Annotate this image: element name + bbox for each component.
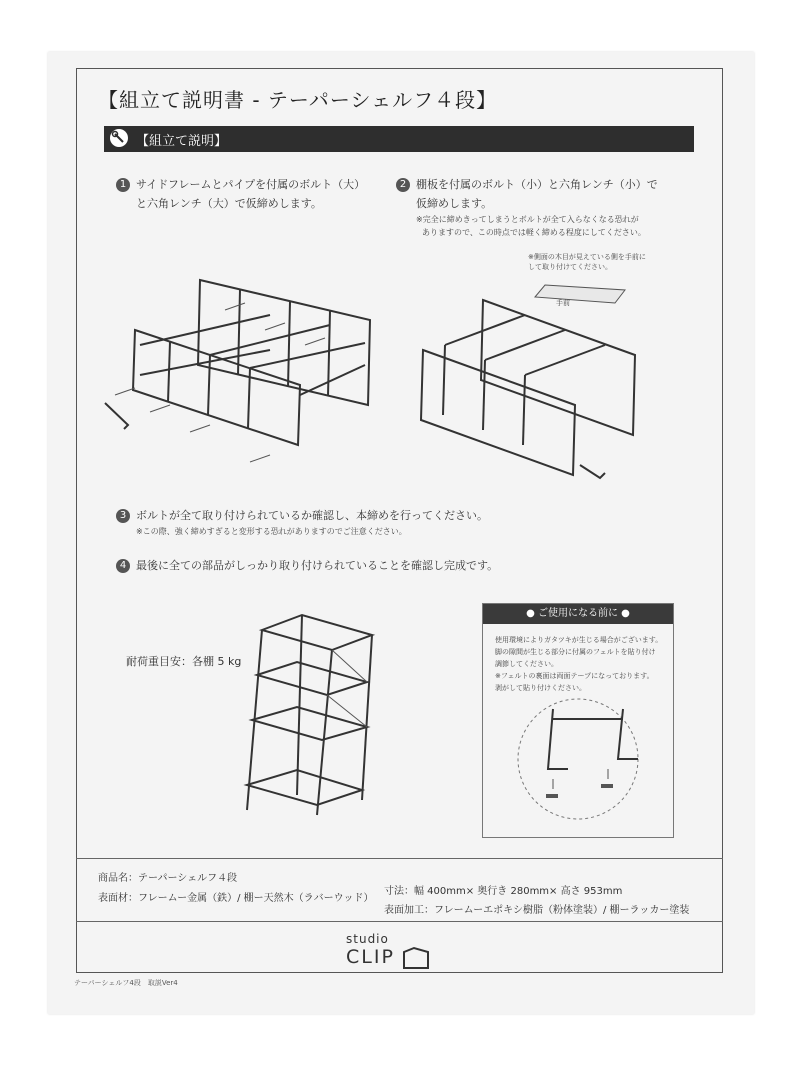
notice-line: 調節してください。 — [495, 660, 558, 668]
section-label: 【組立て説明】 — [136, 134, 228, 149]
front-label: 手前 — [556, 299, 570, 307]
step-note: ※この際、強く締めすぎると変形する恐れがありますのでご注意ください。 — [136, 527, 407, 536]
diagram-note-line: して取り付けてください。 — [528, 263, 612, 271]
section-header — [104, 126, 694, 152]
load-capacity: 耐荷重目安：各棚 5 kg — [126, 655, 242, 668]
notice-box — [482, 603, 674, 838]
logo-studio: studio — [346, 932, 389, 946]
logo-divider — [76, 921, 723, 922]
finished-shelf-diagram — [242, 610, 392, 820]
product-name: 商品名：テーパーシェルフ４段 — [98, 873, 238, 884]
dimensions: 寸法：幅 400mm× 奥行き 280mm× 高さ 953mm — [384, 886, 623, 897]
step-text: 棚板を付属のボルト（小）と六角レンチ（小）で — [416, 178, 658, 191]
diagram-note-line: ※側面の木目が見えている側を手前に — [528, 253, 646, 261]
step-number: 2 — [396, 178, 410, 192]
notice-header: ● ご使用になる前に ● — [483, 604, 673, 624]
wrench-icon — [110, 129, 128, 147]
step-text: 仮締めします。 — [416, 197, 493, 210]
assembly-diagram-frames — [100, 275, 400, 475]
step-note: ※完全に締めきってしまうとボルトが全て入らなくなる恐れが — [416, 215, 639, 224]
material: 表面材：フレームー金属（鉄）/ 棚ー天然木（ラバーウッド） — [98, 893, 374, 904]
notice-line: 使用環境によりガタツキが生じる場合がございます。 — [495, 636, 663, 644]
house-icon — [402, 946, 432, 970]
step-note: ありますので、この時点では軽く締める程度にしてください。 — [422, 228, 646, 237]
assembly-diagram-shelves — [415, 275, 665, 485]
step-1 — [116, 175, 386, 213]
notice-line: 脚の隙間が生じる部分に付属のフェルトを貼り付け — [495, 648, 656, 656]
felt-pad-diagram — [513, 704, 643, 824]
surface-finish: 表面加工：フレームーエポキシ樹脂（粉体塗装）/ 棚ーラッカー塗装 — [384, 905, 690, 916]
notice-body — [495, 634, 667, 694]
logo-clip: CLIP — [346, 946, 395, 968]
step-number: 1 — [116, 178, 130, 192]
step-text: 最後に全ての部品がしっかり取り付けられていることを確認し完成です。 — [136, 559, 499, 572]
diagram-note — [528, 252, 688, 272]
step-text: ボルトが全て取り付けられているか確認し、本締めを行ってください。 — [136, 509, 488, 522]
step-text: サイドフレームとパイプを付属のボルト（大） — [136, 178, 366, 191]
step-3 — [116, 506, 516, 538]
notice-line: ※フェルトの裏面は両面テープになっております。 — [495, 672, 654, 680]
step-2 — [396, 175, 696, 239]
step-number: 4 — [116, 559, 130, 573]
step-number: 3 — [116, 509, 130, 523]
footer-version: テーパーシェルフ4段 取説Ver4 — [74, 979, 178, 987]
notice-line: 剥がして貼り付けください。 — [495, 684, 586, 692]
page-title: 【組立て説明書 - テーパーシェルフ４段】 — [98, 88, 498, 112]
step-4 — [116, 556, 536, 575]
step-text: と六角レンチ（大）で仮締めします。 — [136, 197, 322, 210]
spec-divider — [76, 858, 723, 859]
